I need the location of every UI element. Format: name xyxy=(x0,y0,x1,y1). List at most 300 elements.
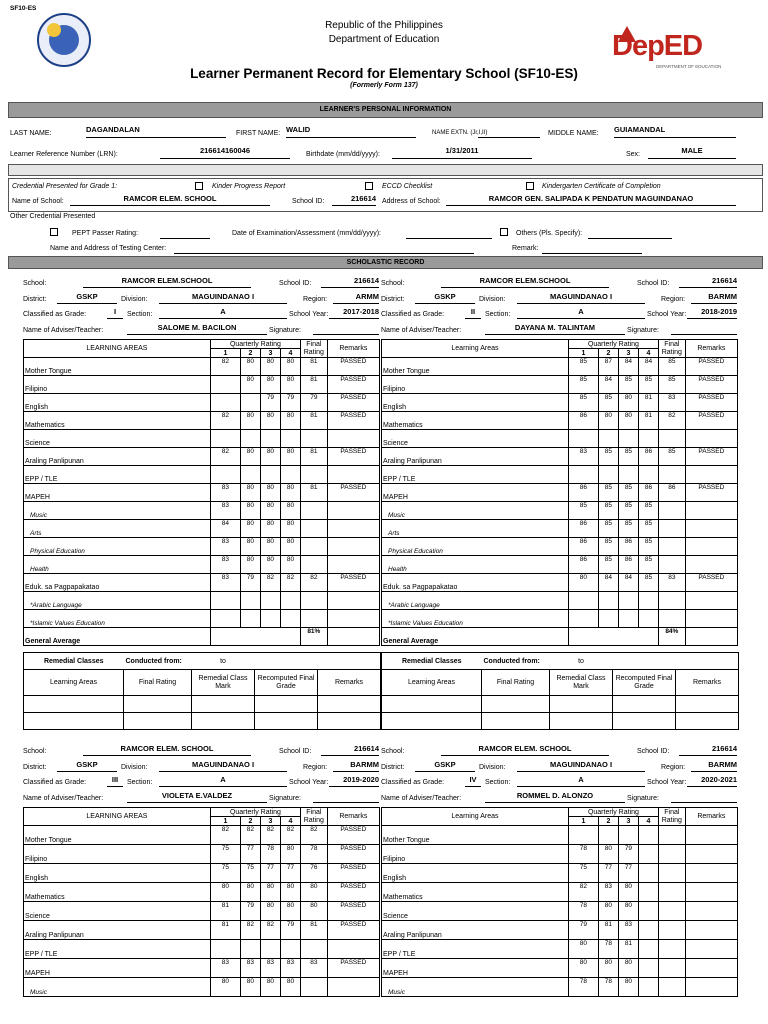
pept-checkbox[interactable] xyxy=(50,228,58,236)
section-value: A xyxy=(159,308,287,319)
quarter-1-grade: 82 xyxy=(568,883,598,902)
quarter-4-grade: 80 xyxy=(280,845,300,864)
rem-remarks-header: Remarks xyxy=(318,670,381,696)
quarter-2-grade: 85 xyxy=(598,538,618,556)
quarter-1-grade xyxy=(210,466,240,484)
school-id-value: 216614 xyxy=(679,745,737,756)
quarter-3-grade: 80 xyxy=(260,502,280,520)
rem-recomputed-header: Recomputed Final Grade xyxy=(613,670,676,696)
quarter-4-grade: 80 xyxy=(280,376,300,394)
final-grade xyxy=(300,610,327,628)
scholastic-block-2 xyxy=(379,273,738,738)
remarks-value xyxy=(685,538,737,556)
final-grade: 85 xyxy=(658,358,685,376)
subject-name: EPP / TLE xyxy=(24,466,211,484)
subject-name: Music xyxy=(24,502,211,520)
final-grade xyxy=(658,940,685,959)
quarter-3-grade: 82 xyxy=(260,826,280,845)
department-line: Department of Education xyxy=(328,34,440,45)
quarter-4-grade xyxy=(638,883,658,902)
remarks-value: PASSED xyxy=(327,574,379,592)
region-value: BARMM xyxy=(691,761,737,772)
school-value: RAMCOR ELEM. SCHOOL xyxy=(441,745,609,756)
school-id-label: School ID: xyxy=(279,748,312,755)
subject-name: Filipino xyxy=(24,845,211,864)
quarter-2-grade: 80 xyxy=(240,484,260,502)
remarks-value xyxy=(685,592,737,610)
subject-row xyxy=(24,826,380,845)
quarter-4-grade xyxy=(638,430,658,448)
quarter-3-header: 3 xyxy=(618,817,638,826)
quarter-1-grade xyxy=(210,592,240,610)
quarter-1-grade xyxy=(210,376,240,394)
republic-line: Republic of the Philippines xyxy=(325,20,443,31)
school-year-label: School Year: xyxy=(647,779,687,786)
quarter-4-grade xyxy=(638,466,658,484)
remarks-value: PASSED xyxy=(685,358,737,376)
subject-row xyxy=(382,358,738,376)
final-grade xyxy=(658,845,685,864)
signature-label: Signature: xyxy=(269,327,301,334)
first-name-value: WALID xyxy=(286,126,416,138)
quarter-3-grade: 80 xyxy=(260,883,280,902)
quarter-1-grade: 86 xyxy=(568,538,598,556)
quarter-4-grade: 80 xyxy=(280,502,300,520)
quarter-4-grade xyxy=(638,864,658,883)
subject-name: *Islamic Values Education xyxy=(24,610,211,628)
rem-class-mark-header: Remedial Class Mark xyxy=(550,670,613,696)
classified-grade-label: Classified as Grade: xyxy=(381,311,445,318)
remarks-value: PASSED xyxy=(327,394,379,412)
subject-row xyxy=(382,448,738,466)
quarter-2-grade: 75 xyxy=(240,864,260,883)
quarter-1-grade xyxy=(568,430,598,448)
quarter-4-grade xyxy=(638,610,658,628)
cred-address-value: RAMCOR GEN. SALIPADA K PENDATUN MAGUINDANAO xyxy=(446,195,736,206)
subject-name: Filipino xyxy=(382,376,569,394)
quarter-4-grade xyxy=(638,845,658,864)
quarter-1-grade: 75 xyxy=(210,864,240,883)
subject-name: Mathematics xyxy=(24,412,211,430)
quarter-1-header: 1 xyxy=(568,349,598,358)
quarter-1-grade: 85 xyxy=(568,376,598,394)
subject-name: Science xyxy=(382,430,569,448)
signature-value xyxy=(313,792,379,803)
subject-row xyxy=(382,538,738,556)
quarter-1-grade xyxy=(210,394,240,412)
remarks-value: PASSED xyxy=(327,959,379,978)
remedial-row xyxy=(24,713,381,730)
subject-row xyxy=(382,826,738,845)
remarks-value: PASSED xyxy=(327,484,379,502)
others-checkbox[interactable] xyxy=(500,228,508,236)
quarter-4-header: 4 xyxy=(280,817,300,826)
quarter-3-grade: 83 xyxy=(260,959,280,978)
quarterly-rating-header: Quarterly Rating xyxy=(568,340,658,349)
final-grade: 80 xyxy=(300,902,327,921)
rem-final-rating-header: Final Rating xyxy=(124,670,192,696)
final-rating-header: Final Rating xyxy=(658,340,685,358)
grade-value: IV xyxy=(465,776,481,787)
remarks-value: PASSED xyxy=(327,412,379,430)
quarter-1-grade: 80 xyxy=(568,940,598,959)
quarter-1-grade: 85 xyxy=(568,394,598,412)
adviser-value: VIOLETA E.VALDEZ xyxy=(127,792,267,803)
subject-row xyxy=(24,959,380,978)
subject-name: Mother Tongue xyxy=(24,358,211,376)
classified-grade-label: Classified as Grade: xyxy=(23,779,87,786)
subject-name: MAPEH xyxy=(24,484,211,502)
testing-center-value xyxy=(174,244,474,254)
quarter-4-grade: 82 xyxy=(280,574,300,592)
quarter-4-grade: 77 xyxy=(280,864,300,883)
region-label: Region: xyxy=(661,764,686,771)
general-average-value: 84% xyxy=(658,628,685,646)
remarks-value xyxy=(327,466,379,484)
kinder-cert-checkbox[interactable] xyxy=(526,182,534,190)
quarter-1-grade xyxy=(568,610,598,628)
signature-value xyxy=(671,792,737,803)
general-average-row xyxy=(382,628,738,646)
final-grade xyxy=(658,556,685,574)
subject-name: *Arabic Language xyxy=(24,592,211,610)
quarter-2-grade: 85 xyxy=(598,520,618,538)
final-grade xyxy=(658,921,685,940)
scholastic-block-1 xyxy=(21,273,380,738)
school-year-label: School Year: xyxy=(289,779,329,786)
final-grade: 81 xyxy=(300,412,327,430)
subject-name: Science xyxy=(24,902,211,921)
school-label: School: xyxy=(381,748,405,755)
remarks-value: PASSED xyxy=(327,845,379,864)
school-year-value: 2020-2021 xyxy=(687,776,737,787)
quarter-4-grade: 80 xyxy=(280,484,300,502)
quarter-4-grade: 86 xyxy=(638,448,658,466)
quarter-2-grade: 77 xyxy=(240,845,260,864)
quarter-3-grade xyxy=(618,826,638,845)
grade-value: II xyxy=(465,308,481,319)
quarter-3-grade: 80 xyxy=(260,412,280,430)
final-grade: 78 xyxy=(300,845,327,864)
quarter-3-grade xyxy=(260,592,280,610)
final-grade: 86 xyxy=(658,484,685,502)
quarter-2-grade: 80 xyxy=(240,883,260,902)
subject-name: Physical Education xyxy=(24,538,211,556)
final-grade xyxy=(658,592,685,610)
quarter-3-grade xyxy=(260,940,280,959)
quarter-1-grade: 80 xyxy=(210,978,240,997)
quarter-3-grade: 85 xyxy=(618,502,638,520)
quarter-4-grade: 79 xyxy=(280,394,300,412)
remedial-row xyxy=(382,713,739,730)
subject-name: Health xyxy=(24,556,211,574)
quarter-1-grade xyxy=(210,610,240,628)
quarter-4-grade xyxy=(280,940,300,959)
quarter-3-grade: 80 xyxy=(260,538,280,556)
quarter-2-grade: 82 xyxy=(240,921,260,940)
quarter-1-grade: 83 xyxy=(210,959,240,978)
remarks-value xyxy=(685,902,737,921)
quarter-4-grade xyxy=(638,940,658,959)
quarter-1-grade: 78 xyxy=(568,845,598,864)
final-grade xyxy=(658,538,685,556)
subject-name: English xyxy=(382,394,569,412)
quarter-1-header: 1 xyxy=(210,817,240,826)
subject-name: Science xyxy=(382,902,569,921)
page-title: Learner Permanent Record for Elementary School (SF10-ES) xyxy=(190,66,578,81)
school-id-value: 216614 xyxy=(321,277,379,288)
to-label: to xyxy=(192,653,255,670)
remark-label: Remark: xyxy=(512,245,539,252)
eccd-checkbox[interactable] xyxy=(365,182,373,190)
signature-value xyxy=(671,324,737,335)
learning-areas-header: Learning Areas xyxy=(382,340,569,358)
final-grade xyxy=(300,430,327,448)
quarter-4-grade: 80 xyxy=(280,538,300,556)
quarter-3-grade: 80 xyxy=(618,959,638,978)
subject-row xyxy=(24,502,380,520)
signature-value xyxy=(313,324,379,335)
final-grade xyxy=(658,959,685,978)
quarter-4-grade: 80 xyxy=(280,883,300,902)
final-grade: 82 xyxy=(300,574,327,592)
quarter-2-grade xyxy=(240,466,260,484)
subject-name: Arts xyxy=(24,520,211,538)
subject-row xyxy=(382,520,738,538)
final-grade xyxy=(658,902,685,921)
page-subtitle: (Formerly Form 137) xyxy=(350,82,418,89)
subject-name: English xyxy=(24,394,211,412)
last-name-label: LAST NAME: xyxy=(10,130,52,137)
subject-name: Araling Panlipunan xyxy=(24,448,211,466)
remedial-table xyxy=(23,652,381,730)
school-label: School: xyxy=(381,280,405,287)
quarter-3-grade: 79 xyxy=(260,394,280,412)
remarks-value xyxy=(685,520,737,538)
signature-label: Signature: xyxy=(627,327,659,334)
quarter-4-grade xyxy=(638,921,658,940)
subject-name: EPP / TLE xyxy=(382,940,569,959)
quarter-1-grade: 83 xyxy=(210,538,240,556)
school-id-label: School ID: xyxy=(637,748,670,755)
adviser-value: DAYANA M. TALINTAM xyxy=(485,324,625,335)
quarter-3-grade: 85 xyxy=(618,376,638,394)
district-value: GSKP xyxy=(415,761,475,772)
final-grade: 83 xyxy=(658,574,685,592)
quarterly-rating-header: Quarterly Rating xyxy=(210,808,300,817)
testing-center-label: Name and Address of Testing Center: xyxy=(50,245,167,252)
quarter-2-grade: 83 xyxy=(598,883,618,902)
quarter-1-grade: 81 xyxy=(210,902,240,921)
final-grade xyxy=(300,556,327,574)
general-average-label: General Average xyxy=(24,628,211,646)
adviser-label: Name of Adviser/Teacher: xyxy=(381,327,462,334)
quarter-2-grade: 80 xyxy=(240,376,260,394)
subject-row xyxy=(382,574,738,592)
section-value: A xyxy=(517,308,645,319)
quarter-2-grade: 80 xyxy=(240,358,260,376)
quarter-1-grade: 82 xyxy=(210,448,240,466)
quarter-1-grade: 75 xyxy=(210,845,240,864)
remarks-value xyxy=(327,940,379,959)
subject-row xyxy=(382,412,738,430)
district-value: GSKP xyxy=(57,293,117,304)
quarter-2-grade xyxy=(598,610,618,628)
quarter-2-grade: 85 xyxy=(598,556,618,574)
division-value: MAGUINDANAO I xyxy=(159,293,287,304)
last-name-value: DAGANDALAN xyxy=(86,126,226,138)
quarter-2-header: 2 xyxy=(598,817,618,826)
subject-name: Mother Tongue xyxy=(382,826,569,845)
quarter-2-grade: 78 xyxy=(598,978,618,997)
remedial-classes-label: Remedial Classes xyxy=(24,653,124,670)
school-id-label: School ID: xyxy=(637,280,670,287)
subject-row xyxy=(24,978,380,997)
quarter-4-grade: 85 xyxy=(638,574,658,592)
quarter-2-grade: 80 xyxy=(598,959,618,978)
final-grade: 82 xyxy=(658,412,685,430)
name-ext-label: NAME EXTN. (Jr,I,II) xyxy=(432,130,488,136)
signature-label: Signature: xyxy=(627,795,659,802)
subject-row xyxy=(24,358,380,376)
grades-table xyxy=(23,807,380,997)
cred-address-label: Address of School: xyxy=(382,198,441,205)
learning-areas-header: LEARNING AREAS xyxy=(24,808,211,826)
quarter-3-grade: 80 xyxy=(260,902,280,921)
subject-row xyxy=(382,430,738,448)
quarter-2-grade: 85 xyxy=(598,448,618,466)
subject-row xyxy=(382,959,738,978)
quarter-2-header: 2 xyxy=(598,349,618,358)
quarter-3-grade: 85 xyxy=(618,520,638,538)
quarter-2-grade: 80 xyxy=(598,902,618,921)
classified-grade-label: Classified as Grade: xyxy=(381,779,445,786)
rem-class-mark-header: Remedial Class Mark xyxy=(192,670,255,696)
final-grade: 81 xyxy=(300,376,327,394)
school-year-label: School Year: xyxy=(647,311,687,318)
school-year-value: 2018-2019 xyxy=(687,308,737,319)
subject-row xyxy=(24,538,380,556)
quarter-4-header: 4 xyxy=(638,349,658,358)
quarter-4-grade: 85 xyxy=(638,520,658,538)
remedial-row xyxy=(382,696,739,713)
quarter-1-grade: 85 xyxy=(568,502,598,520)
quarter-4-grade: 86 xyxy=(638,484,658,502)
final-grade xyxy=(658,502,685,520)
quarter-1-grade: 83 xyxy=(210,574,240,592)
remarks-value: PASSED xyxy=(327,864,379,883)
subject-name: *Islamic Values Education xyxy=(382,610,569,628)
school-id-label: School ID: xyxy=(279,280,312,287)
cred-school-name-value: RAMCOR ELEM. SCHOOL xyxy=(70,195,270,206)
remarks-value xyxy=(685,466,737,484)
eccd-label: ECCD Checklist xyxy=(382,183,433,190)
quarter-4-grade: 85 xyxy=(638,502,658,520)
subject-name: Health xyxy=(382,556,569,574)
quarter-3-grade: 85 xyxy=(618,448,638,466)
quarter-3-grade: 77 xyxy=(260,864,280,883)
adviser-label: Name of Adviser/Teacher: xyxy=(23,795,104,802)
subject-name: EPP / TLE xyxy=(24,940,211,959)
remarks-value: PASSED xyxy=(327,358,379,376)
final-grade xyxy=(658,610,685,628)
subject-row xyxy=(24,845,380,864)
quarter-2-grade xyxy=(598,430,618,448)
quarter-1-grade: 80 xyxy=(568,574,598,592)
remarks-value xyxy=(327,556,379,574)
quarter-3-grade xyxy=(260,466,280,484)
subject-name: MAPEH xyxy=(382,484,569,502)
quarter-2-header: 2 xyxy=(240,349,260,358)
deped-logo xyxy=(612,26,732,72)
quarter-2-grade: 79 xyxy=(240,902,260,921)
quarter-3-grade xyxy=(260,430,280,448)
final-grade: 81 xyxy=(300,484,327,502)
subject-row xyxy=(24,412,380,430)
remedial-row xyxy=(24,696,381,713)
final-grade: 81 xyxy=(300,448,327,466)
subject-name: Filipino xyxy=(24,376,211,394)
remarks-value: PASSED xyxy=(327,883,379,902)
remarks-value xyxy=(685,864,737,883)
quarter-2-grade: 80 xyxy=(598,412,618,430)
conducted-from-label: Conducted from: xyxy=(482,653,550,670)
school-value: RAMCOR ELEM.SCHOOL xyxy=(441,277,609,288)
final-grade xyxy=(300,520,327,538)
remarks-value: PASSED xyxy=(327,826,379,845)
subject-row xyxy=(382,921,738,940)
remarks-value xyxy=(685,883,737,902)
remarks-value: PASSED xyxy=(685,412,737,430)
remarks-value xyxy=(685,978,737,997)
pept-label: PEPT Passer Rating: xyxy=(72,230,139,237)
final-grade xyxy=(300,978,327,997)
region-label: Region: xyxy=(303,764,328,771)
final-rating-header: Final Rating xyxy=(658,808,685,826)
region-value: BARMM xyxy=(333,761,379,772)
rem-learning-areas-header: Learning Areas xyxy=(24,670,124,696)
quarter-1-grade: 86 xyxy=(568,484,598,502)
quarter-2-grade: 87 xyxy=(598,358,618,376)
subject-name: Arts xyxy=(382,520,569,538)
remarks-value: PASSED xyxy=(685,484,737,502)
quarter-2-grade: 80 xyxy=(240,448,260,466)
section-value: A xyxy=(517,776,645,787)
learning-areas-header: LEARNING AREAS xyxy=(24,340,211,358)
pept-rating-value xyxy=(160,229,210,239)
quarter-4-grade: 80 xyxy=(280,358,300,376)
subject-row xyxy=(24,484,380,502)
final-grade xyxy=(658,520,685,538)
subject-row xyxy=(24,864,380,883)
subject-name: Music xyxy=(24,978,211,997)
final-grade: 81 xyxy=(300,358,327,376)
quarter-1-grade: 78 xyxy=(568,978,598,997)
rem-recomputed-header: Recomputed Final Grade xyxy=(255,670,318,696)
logo-subtext: DEPARTMENT OF EDUCATION xyxy=(656,64,722,69)
school-id-value: 216614 xyxy=(679,277,737,288)
quarter-3-grade: 80 xyxy=(618,883,638,902)
kinder-progress-checkbox[interactable] xyxy=(195,182,203,190)
quarter-4-grade: 80 xyxy=(280,556,300,574)
quarter-3-header: 3 xyxy=(618,349,638,358)
subject-name: Science xyxy=(24,430,211,448)
middle-name-value: GUIAMANDAL xyxy=(614,126,736,138)
subject-name: MAPEH xyxy=(382,959,569,978)
quarter-4-grade: 81 xyxy=(638,394,658,412)
conducted-from-label: Conducted from: xyxy=(124,653,192,670)
division-value: MAGUINDANAO I xyxy=(517,761,645,772)
